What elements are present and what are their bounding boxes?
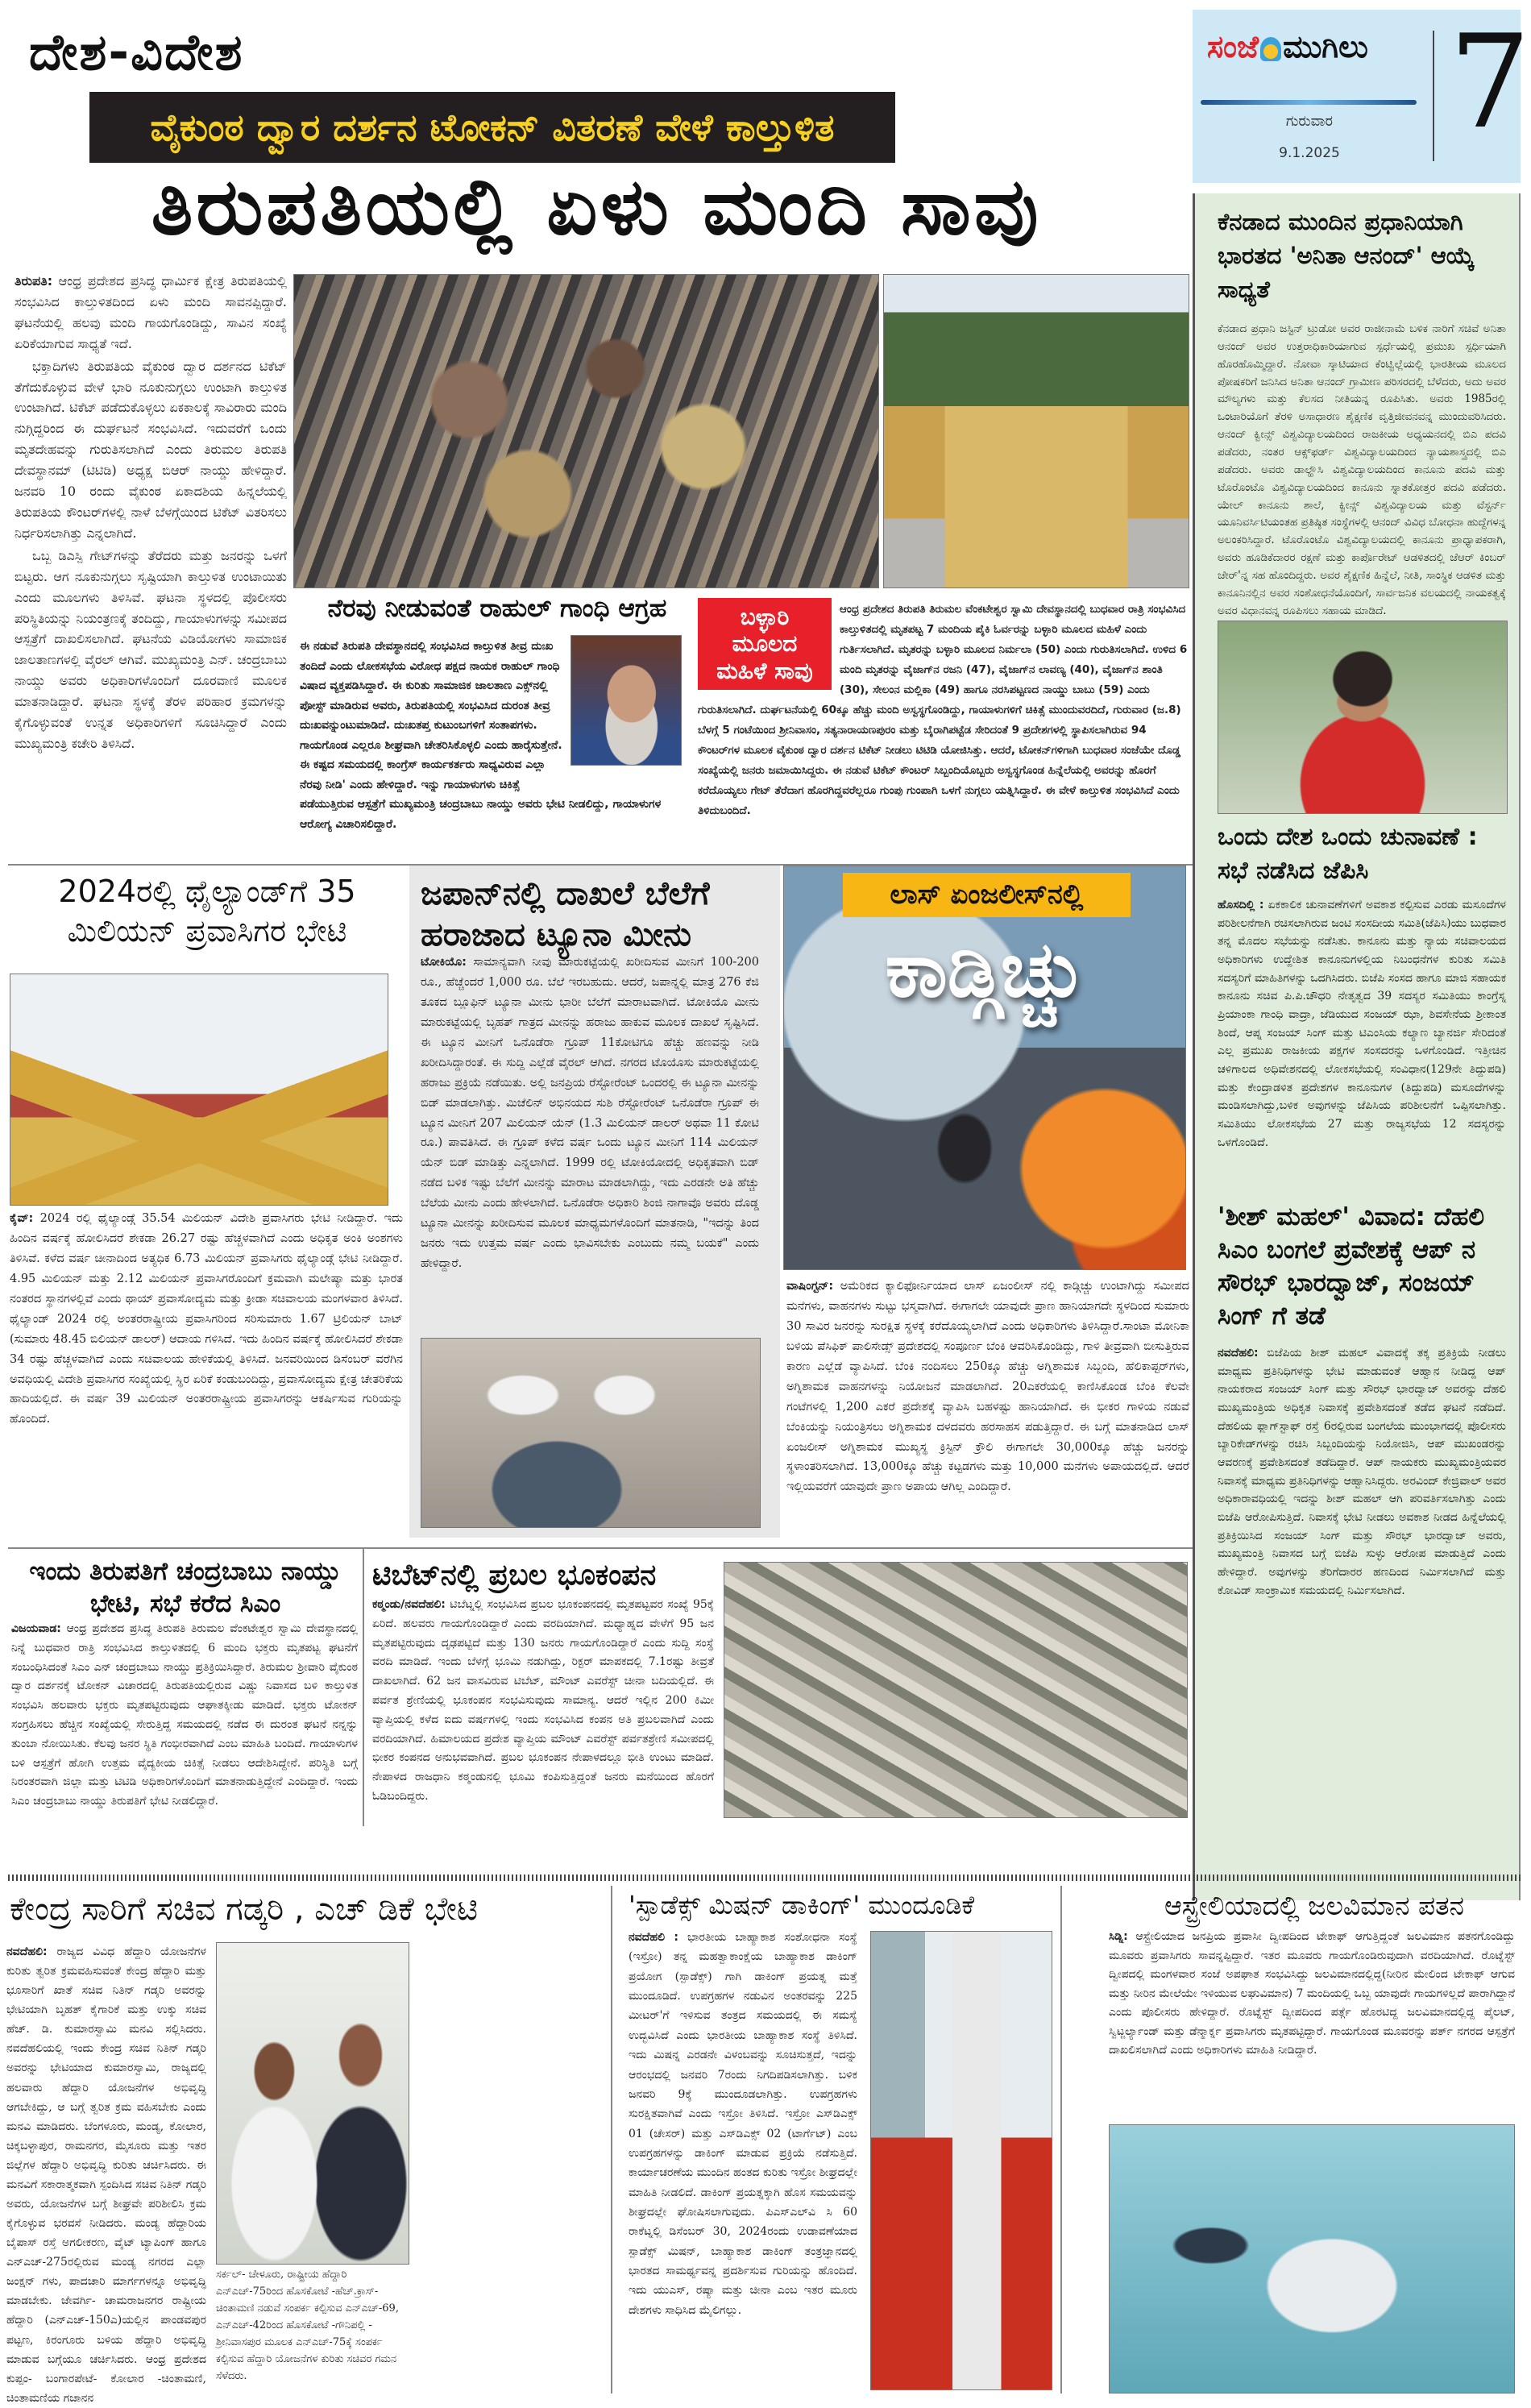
rahul-headline[interactable]: ನೆರವು ನೀಡುವಂತೆ ರಾಹುಲ್ ಗಾಂಧಿ ಆಗ್ರಹ: [327, 594, 667, 623]
tuna-dateline: ಟೋಕಿಯೊ:: [421, 956, 467, 969]
anita-anand-photo[interactable]: [1218, 621, 1508, 814]
gadkari-photo-caption: ಸರ್ಕಲ್- ಚೇಳೂರು, ರಾಷ್ಟ್ರೀಯ ಹೆದ್ದಾರಿ ಎನ್‌ಎಚ್-75ರಿಂದ ಹೊಸಕೋಟೆ -ಹೆಚ್.ಕ್ರಾಸ್- ಚಿಂತಾಮಣಿ ನಡುವೆ ಸಂಪರ್ಕ ಕಲ್ಪಿಸುವ ಎನ್‌ಎಚ್-69, ಎನ್‌ಎಚ್-42ರಿಂದ ಹೊಸಕೋಟೆ -ಗೌನಿಪಲ್ಲಿ - ಶ್ರೀನಿವಾಸಪುರ ಮೂಲಕ ಎನ್‌ಎಚ್-75ಕ್ಕೆ ಸಂಪರ್ಕ ಕಲ್ಪಿಸುವ ಹೆದ್ದಾರಿ ಯೋಜನೆಗಳ ಕುರಿತು ಸಚಿವರ ಗಮನ ಸೆಳೆದರು.: [216, 2269, 399, 2383]
tuna-article-body: [421, 953, 759, 1331]
lead-para-3: ಒಬ್ಬ ಡಿಎಸ್ಪಿ ಗೇಟ್‌ಗಳನ್ನು ತೆರೆದರು ಮತ್ತು ಜನರನ್ನು ಒಳಗೆ ಬಿಟ್ಟರು. ಆಗ ನೂಕುನುಗ್ಗಲು ಸೃಷ್ಟಿಯಾಗಿ ಕಾಲ್ತುಳಿತ ಉಂಟಾಯಿತು ಎಂದು ಮೂಲಗಳು ತಿಳಿಸಿವೆ. ಘಟನಾ ಸ್ಥಳದಲ್ಲಿ ಪೊಲೀಸರು ಪರಿಸ್ಥಿತಿಯನ್ನು ನಿಯಂತ್ರಣಕ್ಕೆ ತಂದಿದ್ದು, ಗಾಯಾಳುಗಳನ್ನು ಸಮೀಪದ ಆಸ್ಪತ್ರೆಗೆ ದಾಖಲಿಸಲಾಗಿದೆ. ಘಟನೆಯ ವಿಡಿಯೋಗಳು ಸಾಮಾಜಿಕ ಜಾಲತಾಣಗಳಲ್ಲಿ ವೈರಲ್ ಆಗಿವೆ. ಮುಖ್ಯಮಂತ್ರಿ ಎನ್. ಚಂದ್ರಬಾಬು ನಾಯ್ಡು ಅವರು ಅಧಿಕಾರಿಗಳೊಂದಿಗೆ ದೂರವಾಣಿ ಮೂಲಕ ಮಾತನಾಡಿದ್ದಾರೆ. ಘಟನಾ ಸ್ಥಳಕ್ಕೆ ತೆರಳಿ ಪರಿಹಾರ ಕ್ರಮಗಳನ್ನು ಕೈಗೊಳ್ಳುವಂತೆ ಉನ್ನತ ಅಧಿಕಾರಿಗಳಿಗೆ ಸೂಚಿಸಿದ್ದಾರೆ ಎಂದು ಮುಖ್ಯಮಂತ್ರಿ ಕಚೇರಿ ತಿಳಿಸಿದೆ.: [15, 547, 287, 751]
lead-para-2: ಭಕ್ತಾದಿಗಳು ತಿರುಪತಿಯ ವೈಕುಂಠ ದ್ವಾರ ದರ್ಶನದ ಟಿಕೆಟ್ ತೆಗೆದುಕೊಳ್ಳುವ ವೇಳೆ ಭಾರಿ ನೂಕುನುಗ್ಗಲು ಉಂಟಾಗಿ ಕಾಲ್ತುಳಿತ ಉಂಟಾಗಿದೆ. ಟಿಕೆಟ್ ಪಡೆದುಕೊಳ್ಳಲು ಏಕಕಾಲಕ್ಕೆ ಸಾವಿರಾರು ಮಂದಿ ನುಗ್ಗಿದ್ದರಿಂದ ಈ ದುರ್ಘಟನೆ ಸಂಭವಿಸಿದೆ. ಇದುವರೆಗೆ ಒಂದು ಮೃತದೇಹವನ್ನು ಗುರುತಿಸಲಾಗಿದೆ ಎಂದು ತಿರುಮಲ ತಿರುಪತಿ ದೇವಸ್ಥಾನಮ್ (ಟಿಟಿಡಿ) ಅಧ್ಯಕ್ಷ ಬಿಆರ್ ನಾಯ್ಡು ಹೇಳಿದ್ದಾರೆ. ಜನವರಿ 10 ರಂದು ವೈಕುಂಠ ಏಕಾದಶಿಯ ಹಿನ್ನಲೆಯಲ್ಲಿ ತಿರುಪತಿಯ ಕೌಂಟರ್‌ಗಳಲ್ಲಿ ನಾಳೆ ಬೆಳಗ್ಗೆಯಿಂದ ಟಿಕೆಟ್ ವಿತರಿಸಲು ನಿರ್ಧರಿಸಲಾಗಿತ್ತು ಎನ್ನಲಾಗಿದೆ.: [15, 358, 287, 541]
tuna-text: ಸಾಮಾನ್ಯವಾಗಿ ನೀವು ಮಾರುಕಟ್ಟೆಯಲ್ಲಿ ಖರೀದಿಸುವ ಮೀನಿಗೆ 100-200 ರೂ., ಹೆಚ್ಚೆಂದರೆ 1,000 ರೂ. ಬೆಲೆ ಇರಬಹುದು. ಆದರೆ, ಜಪಾನ್ನಲ್ಲಿ ಮಾತ್ರ 276 ಕೆಜಿ ತೂಕದ ಬ್ಲೂಫಿನ್ ಟ್ಯೂನಾ ಮೀನು ಭಾರೀ ಬೆಲೆಗೆ ಮಾರಾಟವಾಗಿದೆ. ಟೋಕಿಯೊ ಮೀನು ಮಾರುಕಟ್ಟೆಯಲ್ಲಿ ಬೃಹತ್ ಗಾತ್ರದ ಮೀನನ್ನು ಹರಾಜು ಹಾಕುವ ಮೂಲಕ ದಾಖಲೆ ಸೃಷ್ಟಿಸಿದೆ. ಈ ಟ್ಯೂನ ಮೀನಿಗೆ ಒನೊಡೆರಾ ಗ್ರೂಪ್ 11ಕೋಟಿಗೂ ಹೆಚ್ಚು ಹಣವನ್ನು ನೀಡಿ ಖರೀದಿಸಿದ್ದಾರಂತೆ. ಈ ಸುದ್ದಿ ಎಲ್ಲೆಡೆ ವೈರಲ್ ಆಗಿದೆ. ನಗರದ ಟೊಯೊಸು ಮಾರುಕಟ್ಟೆಯಲ್ಲಿ ಹರಾಜು ಪ್ರಕ್ರಿಯೆ ನಡೆಯಿತು. ಅಲ್ಲಿ ಜನಪ್ರಿಯ ರೆಸ್ಟೋರೆಂಟ್ ಒಂದರಲ್ಲಿ ಈ ಟ್ಯೂನಾ ಮೀನನ್ನು ಬಿಡ್ ಮಾಡಲಾಗಿತ್ತು. ಮಿಚೆಲಿನ್ ಅಭಿನಯದ ಸುಶಿ ರೆಸ್ಟೋರೆಂಟ್ ಒನೊಡೆರಾ ಗ್ರೂಪ್ ಈ ಟ್ಯೂನ ಮೀನಿಗೆ 207 ಮಿಲಿಯನ್ ಯೆನ್ (1.3 ಮಿಲಿಯನ್ ಡಾಲರ್ ಅಥವಾ 11 ಕೋಟಿ ರೂ.) ಪಾವತಿಸಿದೆ. ಈ ಗ್ರೂಪ್ ಕಳೆದ ವರ್ಷ ಒಂದು ಟ್ಯೂನ ಮೀನಿಗೆ 114 ಮಿಲಿಯನ್ ಯೆನ್ ಬಿಡ್ ಮಾಡಿತ್ತು ಎನ್ನಲಾಗಿದೆ. 1999 ರಲ್ಲಿ ಟೋಕಿಯೋದಲ್ಲಿ ಅಧಿಕೃತವಾಗಿ ಬಿಡ್ ನಡೆದ ಬಳಿಕ ಇಷ್ಟು ಬೆಲೆಗೆ ಮೀನನ್ನು ಮಾರಾಟ ಮಾಡಲಾಗಿದ್ದು, ಇದು ಎರಡನೇ ಅತಿ ಹೆಚ್ಚು ಬೆಲೆಯ ಮೀನು ಎಂದು ಹೇಳಲಾಗಿದೆ. ಒನೊಡೆರಾ ಅಧಿಕಾರಿ ಶಿಂಜಿ ನಾಗಾವೊ ಅವರು ದೊಡ್ಡ ಟ್ಯೂನಾ ಮೀನನ್ನು ಖರೀದಿಸುವ ಮೂಲಕ ಮಾಧ್ಯಮಗಳೊಂದಿಗೆ ಮಾತನಾಡಿ, "ಇದನ್ನು ತಿಂದ ಜನರು ಇದು ಉತ್ತಮ ವರ್ಷ ಎಂದು ಭಾವಿಸಬೇಕು ಎಂಬುದು ನಮ್ಮ ಬಯಕೆ" ಎಂದು ಹೇಳಿದ್ದಾರೆ.: [421, 956, 759, 1271]
column-divider: [611, 1886, 612, 2393]
column-divider: [363, 1547, 364, 1826]
tibet-article-body: [372, 1596, 714, 1821]
issue-date: 9.1.2025: [1279, 145, 1340, 161]
newspaper-logo[interactable]: [1207, 29, 1368, 65]
la-wildfire-photo[interactable]: [783, 866, 1186, 1270]
la-dateline: ವಾಷಿಂಗ್ಟನ್:: [786, 1280, 834, 1293]
lead-dateline: ತಿರುಪತಿ:: [15, 273, 53, 289]
section-divider-dotted: [8, 1875, 1521, 1881]
lead-para-1: ಆಂಧ್ರ ಪ್ರದೇಶದ ಪ್ರಸಿದ್ಧ ಧಾರ್ಮಿಕ ಕ್ಷೇತ್ರ ತಿರುಪತಿಯಲ್ಲಿ ಸಂಭವಿಸಿದ ಕಾಲ್ತುಳಿತದಿಂದ ಏಳು ಮಂದಿ ಸಾವನಪ್ಪಿದ್ದಾರೆ. ಘಟನೆಯಲ್ಲಿ ಹಲವು ಮಂದಿ ಗಾಯಗೊಂಡಿದ್ದು, ಸಾವಿನ ಸಂಖ್ಯೆ ಏರಿಕೆಯಾಗುವ ಸಾಧ್ಯತೆ ಇದೆ.: [15, 273, 288, 351]
onoe-text: ಏಕಕಾಲಿಕ ಚುನಾವಣೆಗಳಿಗೆ ಅವಕಾಶ ಕಲ್ಪಿಸುವ ಎರಡು ಮಸೂದೆಗಳ ಪರಿಶೀಲನೆಗಾಗಿ ರಚಿಸಲಾಗಿರುವ ಜಂಟಿ ಸಂಸದೀಯ ಸಮಿತಿ(ಜೆಪಿಸಿ)ಯು ಬುಧವಾರ ತನ್ನ ಮೊದಲ ಸಭೆಯನ್ನು ನಡೆಸಿತು. ಕಾನೂನು ಮತ್ತು ನ್ಯಾಯ ಸಚಿವಾಲಯದ ಅಧಿಕಾರಿಗಳು ಉದ್ದೇಶಿತ ಕಾನೂನುಗಳಲ್ಲಿಯ ನಿಬಂಧನೆಗಳ ಕುರಿತು ಸಮಿತಿ ಸದಸ್ಯರಿಗೆ ಮಾಹಿತಿಗಳನ್ನು ಒದಗಿಸಿದರು. ಬಿಜೆಪಿ ಸಂಸದ ಹಾಗೂ ಮಾಜಿ ಸಹಾಯಕ ಕಾನೂನು ಸಚಿವ ಪಿ.ಪಿ.ಚೌಧರಿ ನೇತೃತ್ವದ 39 ಸದಸ್ಯರ ಸಮಿತಿಯು ಕಾಂಗ್ರೆಸ್ನ ಪ್ರಿಯಾಂಕಾ ಗಾಂಧಿ ವಾದ್ರಾ, ಜೆಡಿಯುದ ಸಂಜಯ್ ಝಾ, ಶಿವಸೇನೆಯ ಶ್ರೀಕಾಂತ ಶಿಂದೆ, ಆಪ್ನ ಸಂಜಯ್ ಸಿಂಗ್ ಮತ್ತು ಟಿಎಂಸಿಯ ಕಲ್ಯಾಣ ಬ್ಯಾನರ್ಜಿ ಸೇರಿದಂತೆ ಎಲ್ಲ ಪ್ರಮುಖ ರಾಜಕೀಯ ಪಕ್ಷಗಳ ಸಂಸದರನ್ನು ಒಳಗೊಂಡಿದೆ. ಇತ್ತೀಚಿನ ಚಳಿಗಾಲದ ಅಧಿವೇಶನದಲ್ಲಿ ಲೋಕಸಭೆಯಲ್ಲಿ ಸಂವಿಧಾನ(129ನೇ ತಿದ್ದುಪಡಿ) ಮತ್ತು ಕೇಂದ್ರಾಡಳಿತ ಪ್ರದೇಶಗಳ ಕಾನೂನುಗಳ (ತಿದ್ದುಪಡಿ) ಮಸೂದೆಗಳನ್ನು ಮಂಡಿಸಲಾಗಿದ್ದು,ಬಳಿಕ ಅವುಗಳನ್ನು ಜೆಪಿಸಿಯ ಪರಿಶೀಲನೆಗೆ ಒಪ್ಪಿಸಲಾಗಿತ್ತು. ಸಮಿತಿಯು ಲೋಕಸಭೆಯ 27 ಮತ್ತು ರಾಜ್ಯಸಭೆಯ 12 ಸದಸ್ಯರನ್ನು ಒಳಗೊಂಡಿದೆ.: [1218, 899, 1507, 1149]
sheesh-text: ಬಿಜೆಪಿಯ ಶೀಶ್ ಮಹಲ್ ವಿವಾದಕ್ಕೆ ತಕ್ಕ ಪ್ರತಿಕ್ರಿಯೆ ನೀಡಲು ಮಾಧ್ಯಮ ಪ್ರತಿನಿಧಿಗಳನ್ನು ಭೇಟಿ ಮಾಡುವಂತೆ ಆಹ್ವಾನ ನೀಡಿದ್ದ ಆಪ್ ನಾಯಕರಾದ ಸಂಜಯ್ ಸಿಂಗ್ ಮತ್ತು ಸೌರಭ್ ಭಾರದ್ವಾಜ್ ಅವರನ್ನು ದೆಹಲಿ ಮುಖ್ಯಮಂತ್ರಿಯ ಅಧಿಕೃತ ನಿವಾಸಕ್ಕೆ ಪ್ರವೇಶಿಸದಂತೆ ತಡೆದ ಘಟನೆ ನಡೆದಿದೆ. ದೆಹಲಿಯ ಫ್ಲಾಗ್‌ಸ್ಟಾಫ್ ರಸ್ತೆ 6ರಲ್ಲಿರುವ ಬಂಗಲೆಯ ಮುಂಭಾಗದಲ್ಲಿ ಪೊಲೀಸರು ಬ್ಯಾರಿಕೇಡ್‌ಗಳನ್ನು ರಚಿಸಿ ಸಿಬ್ಬಂದಿಯನ್ನು ನಿಯೋಜಿಸಿ, ಆಪ್ ಮುಖಂಡರನ್ನು ಆವರಣಕ್ಕೆ ಪ್ರವೇಶಿಸದಂತೆ ತಡೆದಿದ್ದಾರೆ. ಆಪ್ ನಾಯಕರು ಮುಖ್ಯಮಂತ್ರಿಯವರ ನಿವಾಸಕ್ಕೆ ಮಾಧ್ಯಮ ಪ್ರತಿನಿಧಿಗಳನ್ನು ಆಹ್ವಾನಿಸಿದ್ದರು. ಅರವಿಂದ್ ಕೇಜ್ರಿವಾಲ್ ಅವರ ಅಧಿಕಾರಾವಧಿಯಲ್ಲಿ ಇದನ್ನು ಶೀಶ್ ಮಹಲ್ ಆಗಿ ಪರಿವರ್ತಿಸಲಾಗಿತ್ತು ಎಂದು ಬಿಜೆಪಿ ಆರೋಪಿಸುತ್ತಿದೆ. ನಿವಾಸಕ್ಕೆ ಭೇಟಿ ನೀಡಲು ಅವಕಾಶ ನೀಡದ ಹಿನ್ನೆಲೆಯಲ್ಲಿ ಪ್ರತಿಕ್ರಿಯಿಸಿದ ಸಂಜಯ್ ಸಿಂಗ್ ಮತ್ತು ಸೌರಭ್ ಭಾರದ್ವಾಜ್ ಅವರು, ಮುಖ್ಯಮಂತ್ರಿ ನಿವಾಸದ ಬಗ್ಗೆ ಬಿಜೆಪಿ ಸುಳ್ಳು ಆರೋಪ ಮಾಡುತ್ತಿದೆ ಎಂದು ಹೇಳಿದ್ದಾರೆ. ಅವುಗಳನ್ನು ತೆರಿಗೆದಾರರ ಹಣದಿಂದ ನಿರ್ಮಿಸಲಾಗಿದೆ ಮತ್ತು ಕೋವಿಡ್ ಸಾಂಕ್ರಾಮಿಕ ಸಮಯದಲ್ಲಿ ನಿರ್ಮಿಸಲಾಗಿದೆ.: [1218, 1347, 1506, 1597]
tibet-text: ಟಿಬೆಟ್ನಲ್ಲಿ ಸಂಭವಿಸಿದ ಪ್ರಬಲ ಭೂಕಂಪನದಲ್ಲಿ ಮೃತಪಟ್ಟವರ ಸಂಖ್ಯೆ 95ಕ್ಕೆ ಏರಿದೆ. ಹಲವರು ಗಾಯಗೊಂಡಿದ್ದಾರೆ ಎಂದು ವರದಿಯಾಗಿದೆ. ಮಧ್ಯಾಹ್ನದ ವೇಳೆಗೆ 95 ಜನ ಮೃತಪಟ್ಟಿರುವುದು ದೃಢಪಟ್ಟಿದೆ ಮತ್ತು 130 ಜನರು ಗಾಯಗೊಂಡಿದ್ದಾರೆ ಎಂದು ಸುದ್ದಿ ಸಂಸ್ಥೆ ವರದಿ ಮಾಡಿದೆ. ಇಂದು ಬೆಳಗ್ಗೆ ಭೂಮಿ ನಡುಗಿದ್ದು, ರಿಕ್ಟರ್ ಮಾಪಕದಲ್ಲಿ 7.1ರಷ್ಟು ತೀವ್ರತೆ ದಾಖಲಾಗಿದೆ. 62 ಜನ ವಾಸವಿರುವ ಟಿಬೆಟ್, ಮೌಂಟ್ ಎವರೆಸ್ಟ್ ಚೀನಾ ಬದಿಯಲ್ಲಿದೆ. ಈ ಪರ್ವತ ಶ್ರೇಣಿಯಲ್ಲಿ ಭೂಕಂಪನ ಸಂಭವಿಸುವುದು ಸಾಮಾನ್ಯ. ಆದರೆ ಇಲ್ಲಿನ 200 ಕಿಮೀ ವ್ಯಾಪ್ತಿಯಲ್ಲಿ ಕಳೆದ ಐದು ವರ್ಷಗಳಲ್ಲಿ ಇಂದು ಸಂಭವಿಸಿದ ಕಂಪನ ಅತಿ ಪ್ರಬಲವಾಗಿದೆ ಎಂದು ವರದಿಯಾಗಿದೆ. ಹಿಮಾಲಯದ ಪ್ರದೇಶ ವ್ಯಾಪ್ತಿಯ ಮೌಂಟ್ ಎವರೆಸ್ಟ್ ಪರ್ವತಶ್ರೇಣಿ ಸಮೀಪದಲ್ಲಿ ಭೀಕರ ಕಂಪನದ ಅನುಭವವಾಗಿದೆ. ಪ್ರಬಲ ಭೂಕಂಪನ ನೇಪಾಳದಲ್ಲೂ ಭೀತಿ ಉಂಟು ಮಾಡಿದೆ. ನೇಪಾಳದ ರಾಜಧಾನಿ ಕಠ್ಮಂಡುನಲ್ಲಿ ಭೂಮಿ ಕಂಪಿಸುತ್ತಿದ್ದಂತೆ ಜನರು ಮನೆಯಿಂದ ಹೊರಗೆ ಓಡಿಬಂದಿದ್ದರು.: [372, 1598, 714, 1803]
spadex-article-body: [629, 1928, 857, 2395]
onoe-article-body: [1218, 896, 1506, 1194]
logo-left-text: ಸಂಜೆ: [1207, 29, 1259, 64]
seaplane-headline[interactable]: ಆಸ್ಟ್ರೇಲಿಯಾದಲ್ಲಿ ಜಲವಿಮಾನ ಪತನ: [1164, 1890, 1464, 1921]
pslv-rocket-photo[interactable]: [870, 1931, 1052, 2390]
earthquake-rubble-photo[interactable]: [724, 1562, 1188, 1818]
seaplane-wreck-photo[interactable]: [1109, 2124, 1515, 2393]
column-divider: [1060, 1886, 1062, 2393]
la-article-body: [786, 1277, 1189, 1534]
section-divider: [8, 1547, 1193, 1549]
sun-icon: [1260, 37, 1281, 61]
naidu-article-body: [11, 1620, 358, 1821]
gadkari-headline[interactable]: ಕೇಂದ್ರ ಸಾರಿಗೆ ಸಚಿವ ಗಡ್ಕರಿ , ಎಚ್ ಡಿಕೆ ಭೇಟಿ: [10, 1891, 479, 1928]
page-number: 7: [1449, 6, 1531, 157]
thai-temple-photo[interactable]: [10, 974, 388, 1206]
right-sidebar: [1193, 193, 1521, 1900]
sheesh-dateline: ನವದೆಹಲಿ:: [1218, 1347, 1259, 1360]
spadex-text: ಭಾರತೀಯ ಬಾಹ್ಯಾಕಾಶ ಸಂಶೋಧನಾ ಸಂಸ್ಥೆ (ಇಸ್ರೋ) ತನ್ನ ಮಹತ್ವಾಕಾಂಕ್ಷೆಯ ಬಾಹ್ಯಾಕಾಶ ಡಾಕಿಂಗ್ ಪ್ರಯೋಗ (ಸ್ಪಾಡೆಕ್ಸ್) ಗಾಗಿ ಡಾಕಿಂಗ್ ಪ್ರಯತ್ನ ಮತ್ತೆ ಮುಂದೂಡಿದೆ. ಉಪಗ್ರಹಗಳ ನಡುವಿನ ಅಂತರವನ್ನು 225 ಮೀಟರ್'ಗೆ ಇಳಿಸುವ ತಂತ್ರದ ಸಮಯದಲ್ಲಿ ಈ ಸಮಸ್ಯೆ ಉದ್ಭವಿಸಿದೆ ಎಂದು ಭಾರತೀಯ ಬಾಹ್ಯಾಕಾಶ ಸಂಸ್ಥೆ ತಿಳಿಸಿದೆ. ಇದು ಮಿಷನ್ನ ಎರಡನೇ ವಿಳಂಬವನ್ನು ಸೂಚಿಸುತ್ತದೆ, ಇದನ್ನು ಆರಂಭದಲ್ಲಿ ಜನವರಿ 7ರಂದು ನಿಗದಿಪಡಿಸಲಾಗಿತ್ತು. ಬಳಿಕ ಜನವರಿ 9ಕ್ಕೆ ಮುಂದೂಡಲಾಗಿತ್ತು. ಉಪಗ್ರಹಗಳು ಸುರಕ್ಷಿತವಾಗಿವೆ ಎಂದು ಇಸ್ರೋ ತಿಳಿಸಿದೆ. ಇಸ್ರೋ ಎಸ್‌ಡಿಎಕ್ಸ್ 01 (ಚೇಸರ್) ಮತ್ತು ಎಸ್‌ಡಿಎಕ್ಸ್ 02 (ಟಾರ್ಗೆಟ್) ಎಂಬ ಉಪಗ್ರಹಗಳನ್ನು ಡಾಕಿಂಗ್ ಮಾಡುವ ಪ್ರಕ್ರಿಯೆ ನಡೆಸುತ್ತಿದೆ. ಕಾರ್ಯಾಚರಣೆಯ ಮುಂದಿನ ಹಂತದ ಕುರಿತು ಇಸ್ರೋ ಶೀಘ್ರದಲ್ಲೇ ಮಾಹಿತಿ ನೀಡಲಿದೆ. ಡಾಕಿಂಗ್ ಪ್ರಯತ್ನಕ್ಕಾಗಿ ಹೊಸ ಸಮಯವನ್ನು ಶೀಘ್ರದಲ್ಲೇ ಘೋಷಿಸಲಾಗುವುದು. ಪಿಎಸ್‌ಎಲ್‌ವಿ ಸಿ 60 ರಾಕೆಟ್ನಲ್ಲಿ ಡಿಸೆಂಬರ್ 30, 2024ರಂದು ಉಡಾವಣೆಯಾದ ಸ್ಪಾಡೆಕ್ಸ್ ಮಿಷನ್, ಬಾಹ್ಯಾಕಾಶ ಡಾಕಿಂಗ್ ತಂತ್ರಜ್ಞಾನದಲ್ಲಿ ಭಾರತದ ಸಾಮರ್ಥ್ಯವನ್ನ ಪ್ರದರ್ಶಿಸುವ ಗುರಿಯನ್ನು ಹೊಂದಿದೆ. ಇದು ಯುಎಸ್, ರಷ್ಯಾ ಮತ್ತು ಚೀನಾ ಎಂಬ ಇತರ ಮೂರು ದೇಶಗಳು ಸಾಧಿಸಿದ ಮೈಲಿಗಲ್ಲು.: [629, 1931, 857, 2317]
logo-right-text: ಮುಗಿಲು: [1283, 29, 1368, 64]
lead-article-body: [15, 271, 287, 851]
naidu-text: ಆಂಧ್ರ ಪ್ರದೇಶದ ಪ್ರಸಿದ್ಧ ತಿರುಪತಿ ತಿರುಮಲ ವೆಂಕಟೇಶ್ವರ ಸ್ವಾಮಿ ದೇವಸ್ಥಾನದಲ್ಲಿ ನಿನ್ನೆ ಬುಧವಾರ ರಾತ್ರಿ ಸಂಭವಿಸಿದ ಕಾಲ್ತುಳಿತದಲ್ಲಿ 6 ಮಂದಿ ಭಕ್ತರು ಮೃತಪಟ್ಟ ಘಟನೆಗೆ ಸಂಬಂಧಿಸಿದಂತೆ ಸಿಎಂ ಎನ್ ಚಂದ್ರಬಾಬು ನಾಯ್ಡು ಪ್ರತಿಕ್ರಿಯಿಸಿದ್ದಾರೆ. ತಿರುಮಲ ಶ್ರೀವಾರಿ ವೈಕುಂಠ ದ್ವಾರ ದರ್ಶನಕ್ಕೆ ಟೋಕನ್ ವಿಚಾರದಲ್ಲಿ ತಿರುಪತಿಯಲ್ಲಿರುವ ವಿಷ್ಣು ನಿವಾಸದ ಬಳಿ ಕಾಲ್ತುಳಿತ ಸಂಭವಿಸಿ ಹಲವಾರು ಭಕ್ತರು ಮೃತಪಟ್ಟಿರುವುದು ಆಘಾತಕ್ಕೀಡು ಮಾಡಿದೆ. ಭಕ್ತರು ಟೋಕನ್ ಸಂಗ್ರಹಿಸಲು ಹೆಚ್ಚಿನ ಸಂಖ್ಯೆಯಲ್ಲಿ ಸೇರುತ್ತಿದ್ದ ಸಮಯದಲ್ಲಿ ನಡೆದ ಈ ದುರಂತ ಘಟನೆ ನನ್ನನ್ನು ತುಂಬಾ ನೋಯಿಸಿತು. ಕೆಲವು ಜನರ ಸ್ಥಿತಿ ಗಂಭೀರವಾಗಿದೆ ಎಂಬ ಮಾಹಿತಿ ಬಂದಿದೆ. ಗಾಯಾಳುಗಳ ಬಳಿ ಆಸ್ಪತ್ರೆಗೆ ಹೋಗಿ ಉತ್ತಮ ವೈದ್ಯಕೀಯ ಚಿಕಿತ್ಸೆ ನೀಡಲು ಆದೇಶಿಸಿದ್ದೇನೆ. ಪರಿಸ್ಥಿತಿ ಬಗ್ಗೆ ನಿರಂತರವಾಗಿ ಜಿಲ್ಲಾ ಮತ್ತು ಟಿಟಿಡಿ ಅಧಿಕಾರಿಗಳೊಂದಿಗೆ ಮಾತನಾಡುತ್ತಿದ್ದೇನೆ ಎಂದಿದ್ದಾರೆ. ಇಂದು ಸಿಎಂ ಚಂದ್ರಬಾಬು ನಾಯ್ಡು ತಿರುಪತಿಗೆ ಭೇಟಿ ನೀಡಲಿದ್ದಾರೆ.: [11, 1622, 358, 1808]
gadkari-text: ರಾಜ್ಯದ ವಿವಿಧ ಹೆದ್ದಾರಿ ಯೋಜನೆಗಳ ಕುರಿತು ತ್ವರಿತ ಕ್ರಮವಹಿಸುವಂತೆ ಕೇಂದ್ರ ಹೆದ್ದಾರಿ ಮತ್ತು ಭೂಸಾರಿಗೆ ಖಾತೆ ಸಚಿವ ನಿತಿನ್ ಗಡ್ಕರಿ ಅವರನ್ನು ಭೇಟಿಯಾಗಿ ಬೃಹತ್ ಕೈಗಾರಿಕೆ ಮತ್ತು ಉಕ್ಕು ಸಚಿವ ಹೆಚ್. ಡಿ. ಕುಮಾರಸ್ವಾಮಿ ಮನವಿ ಸಲ್ಲಿಸಿದರು. ನವದೆಹಲಿಯಲ್ಲಿ ಇಂದು ಕೇಂದ್ರ ಸಚಿವ ನಿತಿನ್ ಗಡ್ಕರಿ ಅವರನ್ನು ಭೇಟಿಯಾದ ಕುಮಾರಸ್ವಾಮಿ, ರಾಜ್ಯದಲ್ಲಿ ಹಲವಾರು ಹೆದ್ದಾರಿ ಯೋಜನೆಗಳ ಅಭಿವೃದ್ಧಿ ಆಗಬೇಕಿದ್ದು, ಆ ಬಗ್ಗೆ ತ್ವರಿತ ಕ್ರಮ ವಹಿಸಬೇಕು ಎಂದು ಮನವಿ ಮಾಡಿದರು. ಬೆಂಗಳೂರು, ಮಂಡ್ಯ, ಕೋಲಾರ, ಚಿಕ್ಕಬಳ್ಳಾಪುರ, ರಾಮನಗರ, ಮೈಸೂರು ಮತ್ತು ಇತರ ಜಿಲ್ಲೆಗಳ ಹೆದ್ದಾರಿ ಅಭಿವೃದ್ಧಿ ಕುರಿತು ಚರ್ಚಿಸಿದರು. ಈ ಮನವಿಗೆ ಸಕಾರಾತ್ಮಕವಾಗಿ ಸ್ಪಂದಿಸಿದ ಸಚಿವ ನಿತಿನ್ ಗಡ್ಕರಿ ಅವರು, ಯೋಜನೆಗಳ ಬಗ್ಗೆ ಶೀಘ್ರವೇ ಪರಿಶೀಲಿಸಿ ಕ್ರಮ ಕೈಗೊಳ್ಳುವ ಭರವಸೆ ನೀಡಿದರು. ಮಂಡ್ಯ ಹೆದ್ದಾರಿಯ ಬೈಪಾಸ್ ರಸ್ತೆ ಅಗಲೀಕರಣ, ವೈಟ್ ಟ್ಯಾಪಿಂಗ್ ಹಾಗೂ ಎನ್‌ಎಚ್-275ರಲ್ಲಿರುವ ಮಂಡ್ಯ ನಗರದ ಎಲ್ಲಾ ಜಂಕ್ಷನ್ ಗಳು, ಪಾದಚಾರಿ ಮಾರ್ಗಗಳನ್ನೂ ಅಭಿವೃದ್ಧಿ ಮಾಡಬೇಕು. ಜೇವರ್ಗಿ- ಚಾಮರಾಜನಗರ ರಾಷ್ಟ್ರೀಯ ಹೆದ್ದಾರಿ (ಎನ್‌ಎಚ್-150ಎ)ಯಲ್ಲಿನ ಪಾಂಡವಪುರ ಪಟ್ಟಣ, ಕಿರಂಗೂರು ಬಳಿಯ ಹೆದ್ದಾರಿ ಅಭಿವೃದ್ಧಿ ಮಾಡುವ ಬಗ್ಗೆಯೂ ಚರ್ಚಿಸಿದರು. ಆಂಧ್ರ ಪ್ರದೇಶದ ಕುಪ್ಪಂ- ಬಂಗಾರಪೇಟೆ- ಕೋಲಾರ -ಚಿಂತಾಮಣಿ, ಚಿಂತಾಮಣಿಯ ಗಜಾನನ: [6, 1945, 207, 2405]
masthead-divider: [1433, 31, 1434, 161]
bellary-text: ಆಂಧ್ರ ಪ್ರದೇಶದ ತಿರುಪತಿ ತಿರುಮಲ ವೆಂಕಟೇಶ್ವರ ಸ್ವಾಮಿ ದೇವಸ್ಥಾನದಲ್ಲಿ ಬುಧವಾರ ರಾತ್ರಿ ಸಂಭವಿಸಿದ ಕಾಲ್ತುಳಿತದಲ್ಲಿ ಮೃತಪಟ್ಟ 7 ಮಂದಿಯ ಪೈಕಿ ಓರ್ವರನ್ನು ಬಳ್ಳಾರಿ ಮೂಲದ ಮಹಿಳೆ ಎಂದು ಗುರ್ತಿಸಲಾಗಿದೆ. ಮೃತರನ್ನು ಬಳ್ಳಾರಿ ಮೂಲದ ನಿರ್ಮಲಾ (50) ಎಂದು ಗುರುತಿಸಲಾಗಿದೆ. ಉಳಿದ 6 ಮಂದಿ ಮೃತರನ್ನು ವೈಜಾಗ್‌ನ ರಜನಿ (47), ವೈಜಾಗ್‌ನ ಲಾವಣ್ಯ (40), ವೈಜಾಗ್‌ನ ಶಾಂತಿ (30), ಸೇಲಂನ ಮಲ್ಲಿಕಾ (49) ಹಾಗೂ ನರಸಿಪಟ್ಟಣದ ನಾಯ್ಡು ಬಾಬು (59) ಎಂದು ಗುರುತಿಸಲಾಗಿದೆ. ದುರ್ಘಟನೆಯಲ್ಲಿ 60ಕ್ಕೂ ಹೆಚ್ಚು ಮಂದಿ ಅಸ್ವಸ್ಥಗೊಂಡಿದ್ದು, ಗಾಯಾಳುಗಳಿಗೆ ಚಿಕಿತ್ಸೆ ಮುಂದುವರದಿದೆ, ಗುರುವಾರ (ಜ.8) ಬೆಳಗ್ಗೆ 5 ಗಂಟೆಯಿಂದ ಶ್ರೀನಿವಾಸಂ, ಸತ್ಯನಾರಾಯಣಪುರಂ ಮತ್ತು ಬೈರಾಗಿಪಟ್ಟೆಡ ಸೇರಿದಂತೆ 9 ಪ್ರದೇಶಗಳಲ್ಲಿ ಸ್ಥಾಪಿಸಲಾಗಿರುವ 94 ಕೌಂಟರ್‌ಗಳ ಮೂಲಕ ವೈಕುಂಠ ದ್ವಾರ ದರ್ಶನ ಟಿಕೆಟ್ ನೀಡಲು ಟಿಟಿಡಿ ಯೋಜಿಸಿತ್ತು. ಆದರೆ, ಟೋಕನ್‌ಗಳಿಗಾಗಿ ಬುಧವಾರ ಸಂಜೆಯೇ ದೊಡ್ಡ ಸಂಖ್ಯೆಯಲ್ಲಿ ಜನರು ಜಮಾಯಿಸಿದ್ದರು. ಈ ನಡುವೆ ಟಿಕೆಟ್ ಕೌಂಟರ್ ಸಿಬ್ಬಂದಿಯೊಬ್ಬರು ಅಸ್ವಸ್ಥಗೊಂಡ ಹಿನ್ನೆಲೆಯಲ್ಲಿ ಅವರನ್ನು ಹೊರಗೆ ಕರೆದೊಯ್ಯಲು ಗೇಟ್ ತೆರೆದಾಗ ಹೊರಗಿದ್ದವರೆಲ್ಲರೂ ಗುಂಪು ಗುಂಪಾಗಿ ಒಳಗೆ ನುಗ್ಗಲು ಯತ್ನಿಸಿದ್ದಾರೆ. ಈ ವೇಳೆ ಕಾಲ್ತುಳಿತ ಸಂಭವಿಸಿದೆ ಎಂದು ತಿಳಿದುಬಂದಿದೆ.: [698, 603, 1188, 817]
naidu-headline[interactable]: ಇಂದು ತಿರುಪತಿಗೆ ಚಂದ್ರಬಾಬು ನಾಯ್ಡು ಭೇಟಿ, ಸಭೆ ಕರೆದ ಸಿಎಂ: [29, 1557, 342, 1619]
gadkari-article-body: [6, 1942, 207, 2405]
la-text: ಅಮೆರಿಕದ ಕ್ಯಾಲಿಫೋರ್ನಿಯಾದ ಲಾಸ್ ಏಜಂಲೀಸ್ ನಲ್ಲಿ ಕಾಡ್ಗಿಚ್ಚು ಉಂಟಾಗಿದ್ದು ಸಮೀಪದ ಮನೆಗಳು, ವಾಹನಗಳು ಸುಟ್ಟು ಭಸ್ಮವಾಗಿದೆ. ಈಗಾಗಲೇ ಯಾವುದೇ ಪ್ರಾಣ ಹಾನಿಯಾಗದೇ ಸ್ಥಳದಿಂದ ಸುಮಾರು 30 ಸಾವಿರ ಜನರನ್ನು ಸುರಕ್ಷಿತ ಸ್ಥಳಕ್ಕೆ ಕರೆದೊಯ್ಯಲಾಗಿದೆ ಎಂದು ಅಧಿಕಾರಿಗಳು ತಿಳಿಸಿದ್ದಾರೆ.ಸಾಂಟಾ ಮೋನಿಕಾ ಬಳಿಯ ಪೆಸಿಫಿಕ್ ಪಾಲಿಸೇಡ್ಸ್ ಪ್ರದೇಶದಲ್ಲಿ ಸಂಪೂರ್ಣ ಬೆಂಕಿ ಆವರಿಸಿಕೊಂಡಿದ್ದು, ಗಾಳಿ ತೀವ್ರವಾಗಿ ಬೀಸುತ್ತಿರುವ ಕಾರಣ ಎಲ್ಲೆಡೆ ವ್ಯಾಪಿಸಿದೆ. ಬೆಂಕಿ ನಂದಿಸಲು 250ಕ್ಕೂ ಹೆಚ್ಚು ಅಗ್ನಿಶಾಮಕ ಸಿಬ್ಬಂದಿ, ಹೆಲಿಕಾಪ್ಟರ್‌ಗಳು, ಅಗ್ನಿಶಾಮಕ ವಾಹನಗಳನ್ನು ನಿಯೋಜನೆ ಮಾಡಲಾಗಿದೆ. 20ಎಕರೆಯಲ್ಲಿ ಕಾಣಿಸಿಕೊಂಡ ಬೆಂಕಿ ಕೆಲವೇ ಗಂಟೆಗಳಲ್ಲಿ 1,200 ಎಕರೆ ಪ್ರದೇಶಕ್ಕೆ ವ್ಯಾಪಿಸಿ ಬಹಳಷ್ಟು ಹಾನಿಯಾಗಿದೆ. ಈ ಭೀಕರ ಗಾಳಿಯ ನಡುವೆ ಬೆಂಕಿಯನ್ನು ನಿಯಂತ್ರಿಸಲು ಅಗ್ನಿಶಾಮಕ ದಳದವರು ಹರಸಾಹಸ ಪಡುತ್ತಿದ್ದಾರೆ. ಈ ಬಗ್ಗೆ ಮಾತನಾಡಿದ ಲಾಸ್ ಏಂಜಲೀಸ್ ಅಗ್ನಿಶಾಮಕ ಮುಖ್ಯಸ್ಥ ಕ್ರಿಸ್ಟಿನ್ ಕ್ರೌಲಿ ಈಗಾಗಲೇ 30,000ಕ್ಕೂ ಹೆಚ್ಚು ಜನರನ್ನು ಸ್ಥಳಾಂತರಿಸಲಾಗಿದೆ. 13,000ಕ್ಕೂ ಹೆಚ್ಚು ಕಟ್ಟಡಗಳು ಮತ್ತು 10,000 ಮನೆಗಳು ಅಪಾಯದಲ್ಲಿದೆ. ಆದರೆ ಇಲ್ಲಿಯವರೆಗೆ ಯಾವುದೇ ಪ್ರಾಣ ಅಪಾಯ ಆಗಿಲ್ಲ ಎಂದಿದ್ದಾರೆ.: [786, 1280, 1189, 1494]
gadkari-dateline: ನವದೆಹಲಿ:: [6, 1945, 48, 1958]
tuna-headline[interactable]: ಜಪಾನ್‌ನಲ್ಲಿ ದಾಖಲೆ ಬೆಲೆಗೆ ಹರಾಜಾದ ಟ್ಯೂನಾ ಮೀನು: [421, 875, 710, 954]
bellary-article-body: [698, 600, 1189, 841]
tuna-auction-photo[interactable]: [421, 1338, 761, 1528]
masthead-underline: [1201, 100, 1417, 105]
la-big-title: ಕಾಡ್ಗಿಚ್ಚು: [885, 924, 1086, 1015]
onoe-dateline: ಹೊಸದಿಲ್ಲಿ :: [1218, 899, 1264, 911]
anita-article-body: ಕೆನಡಾದ ಪ್ರಧಾನಿ ಜಸ್ಟಿನ್ ಟ್ರುಡೋ ಅವರ ರಾಜೀನಾಮೆ ಬಳಿಕ ನಾರಿಗೆ ಸಚಿವೆ ಅನಿತಾ ಆನಂದ್ ಅವರ ಉತ್ತರಾಧಿಕಾರಿಯಾಗುವ ಸ್ಪರ್ಧೆಯಲ್ಲಿ ಪ್ರಮುಖ ಸ್ಪರ್ಧಿಯಾಗಿ ಹೊರಹೊಮ್ಮಿದ್ದಾರೆ. ನೋವಾ ಸ್ಕಾಟಿಯಾದ ಕೆಂಟ್ವಿಲ್ಲೆಯಲ್ಲಿ ಭಾರತೀಯ ಮೂಲದ ಪೋಷಕರಿಗೆ ಜನಿಸಿದ ಅನಿತಾ ಆನಂದ್ ಗ್ರಾಮೀಣ ಪರಿಸರದಲ್ಲಿ ಬೆಳೆದರು, ಅದು ಅವರ ಮೌಲ್ಯಗಳು ಮತ್ತು ಕೆಲಸದ ನೀತಿಯನ್ನ ರೂಪಿಸಿತು. ಅವರು 1985ರಲ್ಲಿ ಒಂಟಾರಿಯೊಗೆ ತೆರಳಿ ಅಸಾಧಾರಣ ಶೈಕ್ಷಣಿಕ ವೃತ್ತಿಜೀವನವನ್ನ ಮುಂದುವರಿಸಿದರು. ಆನಂದ್ ಕ್ವೀನ್ಸ್ ವಿಶ್ವವಿದ್ಯಾಲಯದಿಂದ ರಾಜಕೀಯ ಅಧ್ಯಯನದಲ್ಲಿ ಬಿಎ ಪದವಿ ಪಡೆದರು, ನಂತರ ಆಕ್ಸ್‌ಫರ್ಡ್ ವಿಶ್ವವಿದ್ಯಾಲಯದಿಂದ ನ್ಯಾಯಶಾಸ್ತ್ರದಲ್ಲಿ ಬಿಎ ಪಡೆದರು. ಅವರು ಡಾಲ್ಹೌಸಿ ವಿಶ್ವವಿದ್ಯಾಲಯದಿಂದ ಕಾನೂನು ಪದವಿ ಮತ್ತು ಟೊರೊಂಟೊ ವಿಶ್ವವಿದ್ಯಾಲಯದಿಂದ ಕಾನೂನು ಸ್ನಾತಕೋತ್ತರ ಪದವಿ ಪಡೆದರು. ಯೇಲ್ ಕಾನೂನು ಶಾಲೆ, ಕ್ವೀನ್ಸ್ ವಿಶ್ವವಿದ್ಯಾಲಯ ಮತ್ತು ವೆಸ್ಟರ್ನ್ ಯೂನಿವರ್ಸಿಟಿಯಂತಹ ಪ್ರತಿಷ್ಠಿತ ಸಂಸ್ಥೆಗಳಲ್ಲಿ ಆನಂದ್ ವಿವಿಧ ಬೋಧನಾ ಹುದ್ದೆಗಳನ್ನ ಅಲಂಕರಿಸಿದ್ದಾರೆ. ಟೊರೊಂಟೊ ವಿಶ್ವವಿದ್ಯಾಲಯದಲ್ಲಿ ಕಾನೂನು ಪ್ರಾಧ್ಯಾಪಕರಾಗಿ, ಅವರು ಹೂಡಿಕೆದಾರರ ರಕ್ಷಣೆ ಮತ್ತು ಕಾರ್ಪೊರೇಟ್ ಆಡಳಿತದಲ್ಲಿ ಜೆಆರ್ ಕಿಂಬರ್ ಚೇರ್'ನ್ನ ಸಹ ಹೊಂದಿದ್ದರು. ಅವರ ಶೈಕ್ಷಣಿಕ ಹಿನ್ನೆಲೆ, ನೀತಿ, ಸಾಂಸ್ಥಿಕ ಆಡಳಿತ ಮತ್ತು ಕಾನೂನಿನಲ್ಲಿನ ಅವರ ಸಂಶೋಧನೆಯೊಂದಿಗೆ, ಸಾರ್ವಜನಿಕ ವಲಯದಲ್ಲಿ ನಾಯಕತ್ವಕ್ಕೆ ಅವರ ವಿಧಾನವನ್ನ ರೂಪಿಸಲು ಸಹಾಯ ಮಾಡಿದೆ.: [1218, 322, 1506, 617]
masthead: [1193, 6, 1531, 183]
lead-kicker: ವೈಕುಂಠ ದ್ವಾರ ದರ್ಶನ ಟೋಕನ್ ವಿತರಣೆ ವೇಳೆ ಕಾಲ್ತುಳಿತ: [89, 92, 895, 163]
rahul-article-body: [300, 637, 685, 838]
stampede-crowd-photo[interactable]: [293, 274, 879, 588]
seaplane-article-body: [1109, 1928, 1515, 2113]
thailand-article-body: [10, 1209, 403, 1531]
naidu-dateline: ವಿಜಯವಾಡ:: [11, 1622, 61, 1635]
lead-headline[interactable]: ತಿರುಪತಿಯಲ್ಲಿ ಏಳು ಮಂದಿ ಸಾವು: [151, 161, 1042, 253]
tirumala-temple-photo[interactable]: [883, 274, 1189, 588]
spadex-headline[interactable]: 'ಸ್ಪಾಡೆಕ್ಸ್ ಮಿಷನ್ ಡಾಕಿಂಗ್' ಮುಂದೂಡಿಕೆ: [629, 1890, 975, 1920]
sheesh-headline[interactable]: 'ಶೀಶ್ ಮಹಲ್' ವಿವಾದ: ದೆಹಲಿ ಸಿಎಂ ಬಂಗಲೆ ಪ್ರವೇಶಕ್ಕೆ ಆಪ್ ನ ಸೌರಭ್ ಭಾರದ್ವಾಜ್, ಸಂಜಯ್ ಸಿಂಗ್ ಗೆ ತಡೆ: [1218, 1202, 1485, 1331]
rahul-text: ಈ ನಡುವೆ ತಿರುಪತಿ ದೇವಸ್ಥಾನದಲ್ಲಿ ಸಂಭವಿಸಿದ ಕಾಲ್ತುಳಿತ ತೀವ್ರ ದುಃಖ ತಂದಿದೆ ಎಂದು ಲೋಕಸಭೆಯ ವಿರೋಧ ಪಕ್ಷದ ನಾಯಕ ರಾಹುಲ್ ಗಾಂಧಿ ವಿಷಾದ ವ್ಯಕ್ತಪಡಿಸಿದ್ದಾರೆ. ಈ ಕುರಿತು ಸಾಮಾಜಿಕ ಜಾಲತಾಣ ಎಕ್ಸ್‌ನಲ್ಲಿ ಪೋಸ್ಟ್ ಮಾಡಿರುವ ಅವರು, ತಿರುಪತಿಯಲ್ಲಿ ಸಂಭವಿಸಿದ ದುರಂತ ತೀವ್ರ ದುಃಖವನ್ನುಂಟುಮಾಡಿದೆ. ದುಃಖತಪ್ತ ಕುಟುಂಬಗಳಿಗೆ ಸಂತಾಪಗಳು. ಗಾಯಗೊಂಡ ಎಲ್ಲರೂ ಶೀಘ್ರವಾಗಿ ಚೇತರಿಸಿಕೊಳ್ಳಲಿ ಎಂದು ಹಾರೈಸುತ್ತೇನೆ. ಈ ಕಷ್ಟದ ಸಮಯದಲ್ಲಿ ಕಾಂಗ್ರೆಸ್ ಕಾರ್ಯಕರ್ತರು ಸಾಧ್ಯವಿರುವ ಎಲ್ಲಾ ನೆರವು ನೀಡಿ' ಎಂದು ಹೇಳಿದ್ದಾರೆ. ಇನ್ನು ಗಾಯಾಳುಗಳು ಚಿಕಿತ್ಸೆ ಪಡೆಯುತ್ತಿರುವ ಆಸ್ಪತ್ರೆಗೆ ಮುಖ್ಯಮಂತ್ರಿ ಚಂದ್ರಬಾಬು ನಾಯ್ಡು ಅವರು ಭೇಟಿ ನೀಡಲಿದ್ದು, ಗಾಯಾಳುಗಳ ಆರೋಗ್ಯ ವಿಚಾರಿಸಲಿದ್ದಾರೆ.: [300, 640, 662, 831]
section-title: ದೇಶ-ವಿದೇಶ: [29, 23, 244, 81]
issue-day: ಗುರುವಾರ: [1285, 113, 1334, 130]
thailand-headline[interactable]: 2024ರಲ್ಲಿ ಥೈಲ್ಯಾಂಡ್‌ಗೆ 35 ಮಿಲಿಯನ್ ಪ್ರವಾಸಿಗರ ಭೇಟಿ: [58, 874, 356, 949]
anita-headline[interactable]: ಕೆನಡಾದ ಮುಂದಿನ ಪ್ರಧಾನಿಯಾಗಿ ಭಾರತದ 'ಅನಿತಾ ಆನಂದ್' ಆಯ್ಕೆ ಸಾಧ್ಯತೆ: [1218, 208, 1475, 304]
thailand-text: 2024 ರಲ್ಲಿ ಥೈಲ್ಯಾಂಡ್ಗೆ 35.54 ಮಿಲಿಯನ್ ವಿದೇಶಿ ಪ್ರವಾಸಿಗರು ಭೇಟಿ ನೀಡಿದ್ದಾರೆ. ಇದು ಹಿಂದಿನ ವರ್ಷಕ್ಕೆ ಹೋಲಿಸಿದರೆ ಶೇಕಡಾ 26.27 ರಷ್ಟು ಹೆಚ್ಚಳವಾಗಿದೆ ಎಂದು ಅಧಿಕೃತ ಅಂಕಿ ಅಂಶಗಳು ತಿಳಿಸಿವೆ. ಕಳೆದ ವರ್ಷ ಚೀನಾದಿಂದ ಅತ್ಯಧಿಕ 6.73 ಮಿಲಿಯನ್ ಪ್ರವಾಸಿಗರು ಥೈಲ್ಯಾಂಡ್ಗೆ ಭೇಟಿ ನೀಡಿದ್ದಾರೆ. 4.95 ಮಿಲಿಯನ್ ಮತ್ತು 2.12 ಮಿಲಿಯನ್ ಪ್ರವಾಸಿಗರೊಂದಿಗೆ ಕ್ರಮವಾಗಿ ಮಲೇಷ್ಯಾ ಮತ್ತು ಭಾರತ ನಂತರದ ಸ್ಥಾನಗಳಲ್ಲಿವೆ ಎಂದು ಥಾಯ್ ಪ್ರವಾಸೋದ್ಯಮ ಮತ್ತು ಕ್ರೀಡಾ ಸಚಿವಾಲಯ ಮಂಗಳವಾರ ತಿಳಿಸಿದೆ. ಥೈಲ್ಯಾಂಡ್ 2024 ರಲ್ಲಿ ಅಂತರರಾಷ್ಟ್ರೀಯ ಪ್ರವಾಸಿಗರಿಂದ ಸರಿಸುಮಾರು 1.67 ಟ್ರಿಲಿಯನ್ ಬಾಟ್ (ಸುಮಾರು 48.45 ಬಿಲಿಯನ್ ಡಾಲರ್) ಆದಾಯ ಗಳಿಸಿದೆ. ಇದು ಹಿಂದಿನ ವರ್ಷಕ್ಕೆ ಹೋಲಿಸಿದರೆ ಶೇಕಡಾ 34 ರಷ್ಟು ಹೆಚ್ಚಳವಾಗಿದೆ ಎಂದು ಸಚಿವಾಲಯ ಹೇಳಿಕೆಯಲ್ಲಿ ತಿಳಿಸಿದೆ. ಜನವರಿಯಿಂದ ಡಿಸೆಂಬರ್ ವರೆಗಿನ ಅವಧಿಯಲ್ಲಿ ವಿದೇಶಿ ಪ್ರವಾಸಿಗರ ಸಂಖ್ಯೆಯಲ್ಲಿ ಸ್ಥಿರ ಏರಿಕೆ ಕಂಡುಬಂದಿದ್ದು, ಪ್ರವಾಸೋದ್ಯಮ ಕ್ಷೇತ್ರ ಚೇತರಿಕೆಯ ಹಾದಿಯಲ್ಲಿದೆ. ಈ ವರ್ಷ 39 ಮಿಲಿಯನ್ ಅಂತರರಾಷ್ಟ್ರೀಯ ಪ್ರವಾಸಿಗರನ್ನು ಆಕರ್ಷಿಸುವ ಗುರಿಯನ್ನು ಹೊಂದಿದೆ.: [10, 1212, 403, 1426]
bellary-label-box: ಬಳ್ಳಾರಿ ಮೂಲದ ಮಹಿಳೆ ಸಾವು: [698, 598, 832, 690]
la-kicker: ಲಾಸ್ ಏಂಜಲೀಸ್‌ನಲ್ಲಿ: [843, 873, 1131, 917]
onoe-headline[interactable]: ಒಂದು ದೇಶ ಒಂದು ಚುನಾವಣೆ : ಸಭೆ ನಡೆಸಿದ ಜೆಪಿಸಿ: [1218, 823, 1478, 885]
gadkari-kumaraswamy-photo[interactable]: [216, 1942, 409, 2265]
spadex-dateline: ನವದೆಹಲಿ :: [629, 1931, 679, 1944]
seaplane-text: ಆಸ್ಟ್ರೇಲಿಯಾದ ಜನಪ್ರಿಯ ಪ್ರವಾಸೀ ದ್ವೀಪದಿಂದ ಟೇಕಾಫ್ ಆಗುತ್ತಿದ್ದಂತೆ ಜಲವಿಮಾನ ಪತನಗೊಂಡಿದ್ದು ಮೂವರು ಪ್ರವಾಸಿಗರು ಸಾವನ್ನಪ್ಪಿದ್ದಾರೆ. ಇತರ ಮೂವರು ಗಾಯಗೊಂಡಿರುವುದಾಗಿ ವರದಿಯಾಗಿದೆ. ರೊಟ್ನೆಸ್ಟ್ ದ್ವೀಪದಲ್ಲಿ ಮಂಗಳವಾರ ಸಂಜೆ ಅಪಘಾತ ಸಂಭವಿಸಿದ್ದು ಜಲವಿಮಾನದಲ್ಲಿದ್ದ(ನೀರಿನ ಮೇಲಿಂದ ಟೇಕಾಫ್ ಆಗುವ ಮತ್ತು ನೀರಿನ ಮೇಲೆಯೇ ಇಳಿಯುವ ಲಘುವಿಮಾನ) 7 ಮಂದಿಯಲ್ಲಿ ಒಬ್ಬ ಯಾವುದೇ ಗಾಯಗಳಿಲ್ಲದೆ ಪಾರಾಗಿದ್ದಾನೆ ಎಂದು ಪೊಲೀಸರು ಹೇಳಿದ್ದಾರೆ. ರೊಟ್ನೆಸ್ಟ್ ದ್ವೀಪದಿಂದ ಪರ್ತ್ಗೆ ಹೊರಟಿದ್ದ ಜಲವಿಮಾನದಲ್ಲಿದ್ದ ಪೈಲಟ್, ಸ್ವಿಟ್ಜರ್ಲ್ಯಾಂಡ್ ಮತ್ತು ಡೆನ್ಮಾರ್ಕ್ನ ಪ್ರವಾಸಿಗರು ಮೃತಪಟ್ಟಿದ್ದಾರೆ. ಗಾಯಗೊಂಡ ಮೂವರನ್ನು ಪರ್ತ್ ನಗರದ ಆಸ್ಪತ್ರೆಗೆ ದಾಖಲಿಸಲಾಗಿದೆ ಎಂದು ಅಧಿಕಾರಿಗಳು ಮಾಹಿತಿ ನೀಡಿದ್ದಾರೆ.: [1109, 1930, 1516, 2057]
seaplane-dateline: ಸಿಡ್ನಿ:: [1109, 1930, 1128, 1943]
tibet-headline[interactable]: ಟಿಬೆಟ್‌ನಲ್ಲಿ ಪ್ರಬಲ ಭೂಕಂಪನ: [372, 1559, 657, 1592]
thailand-dateline: ಕೈವ್:: [10, 1212, 34, 1225]
sheesh-article-body: [1218, 1344, 1506, 1892]
tibet-dateline: ಕಠ್ಮಂಡು/ನವದೆಹಲಿ:: [372, 1598, 446, 1611]
